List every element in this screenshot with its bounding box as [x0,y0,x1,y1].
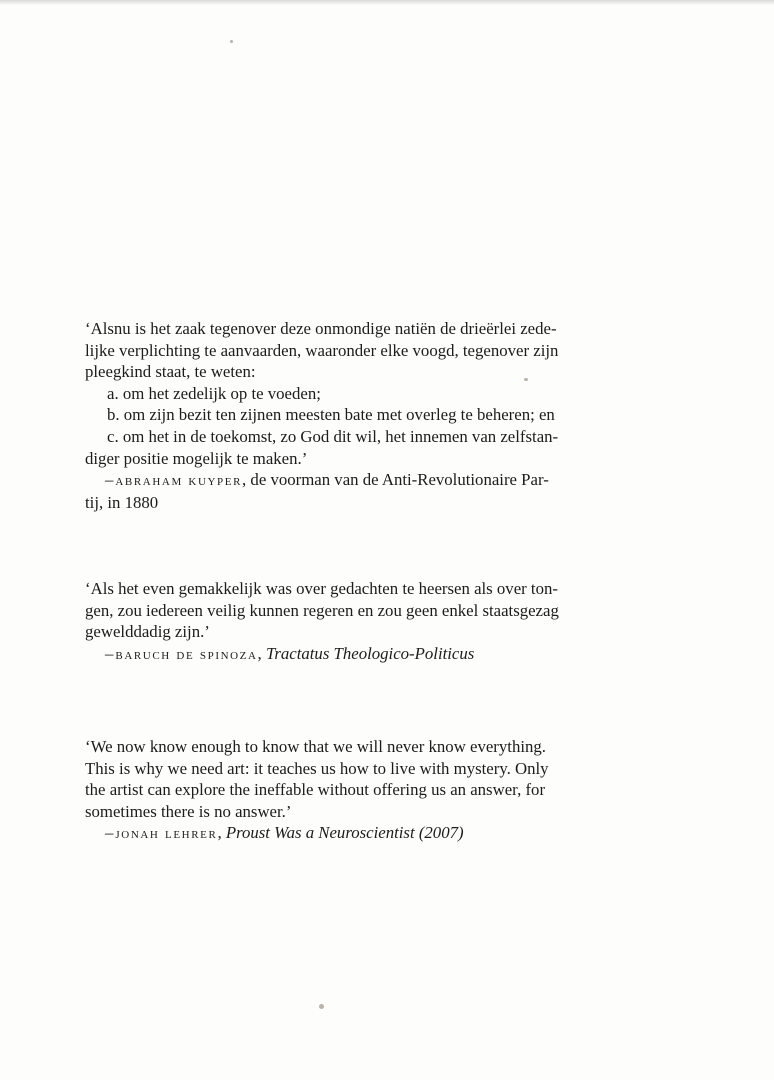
attribution-dash: – [105,470,114,490]
quote-line: ‘We now know enough to know that we will never know everything. [85,737,546,756]
attribution-continuation: tij, in 1880 [85,492,159,512]
attribution-separator: , [257,643,266,663]
attribution [85,822,595,845]
attribution [85,469,595,513]
attribution-dash: – [105,823,114,843]
author-name: baruch de spinoza [115,645,258,663]
attribution [85,643,595,666]
quote-line: ‘Als het even gemakkelijk was over gedachten te heersen als over ton- [85,579,558,598]
epigraph-lehrer [85,736,595,845]
epigraph-spinoza [85,578,595,665]
list-item: c. om het in de toekomst, zo God dit wil, het innemen van zelfstan- [107,426,559,446]
quote-line: the artist can explore the ineffable without offering us an answer, for [85,780,546,800]
attribution-text: , de voorman van de Anti-Revolutionaire Par- [242,470,549,490]
list-item: a. om het zedelijk op te voeden; [107,383,321,403]
list-item: b. om zijn bezit ten zijnen meesten bate met overleg te beheren; en [107,405,555,425]
quote-line: gen, zou iedereen veilig kunnen regeren en zou geen enkel staatsgezag [85,600,559,620]
quote-line: This is why we need art: it teaches us how to live with mystery. Only [85,758,549,778]
quote-line: ‘Alsnu is het zaak tegenover deze onmondige natiën de drieërlei zede- [85,319,557,338]
paper-speck [319,1004,324,1009]
paper-speck [524,378,528,381]
author-name: abraham kuyper [115,472,243,490]
quote-line: gewelddadig zijn.’ [85,622,210,642]
quote-line: pleegkind staat, te weten: [85,362,256,382]
quote-line: sometimes there is no answer.’ [85,801,292,821]
attribution-separator: , [217,823,226,843]
paper-speck [230,40,233,43]
author-name: jonah lehrer [115,825,218,843]
work-title: Proust Was a Neuroscientist [225,823,415,843]
epigraph-kuyper [85,318,595,513]
page-top-edge [0,0,774,5]
work-year: (2007) [414,823,464,843]
list-item-continuation: diger positie mogelijk te maken.’ [85,448,308,468]
work-title: Tractatus Theologico-Politicus [265,643,475,663]
quote-line: lijke verplichting te aanvaarden, waaronder elke voogd, tegenover zijn [85,340,559,360]
attribution-dash: – [105,643,114,663]
